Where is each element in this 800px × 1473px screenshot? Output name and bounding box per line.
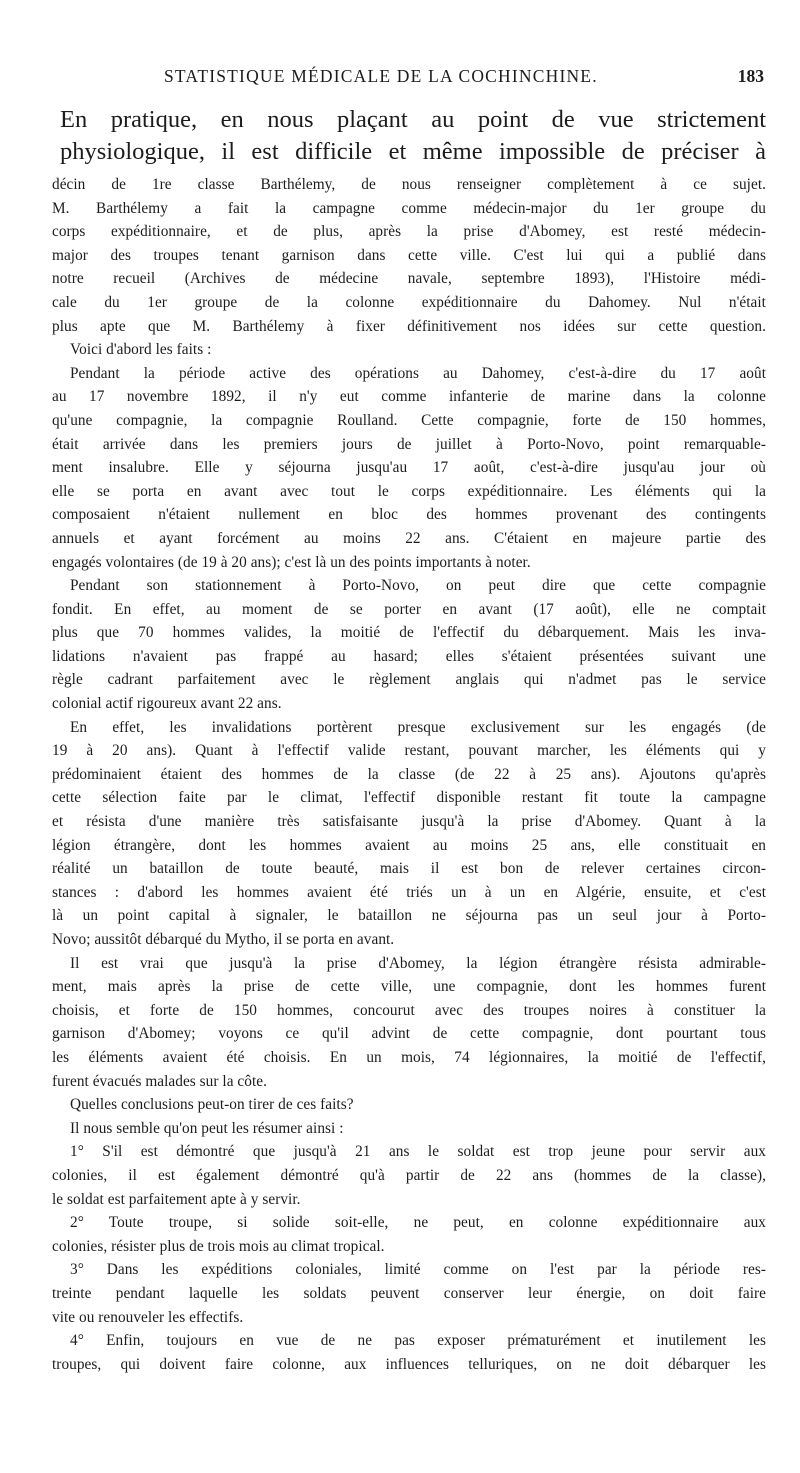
text-line: le soldat est parfaitement apte à y servir. (52, 1190, 301, 1208)
lead-line: physiologique, il est difficile et même impossible de préciser à (60, 138, 766, 165)
text-line: En effet, les invalidations portèrent presque exclusivement sur les engagés (de (70, 718, 766, 736)
text-line: cale du 1er groupe de la colonne expéditionnaire du Dahomey. Nul n'était (52, 293, 766, 311)
text-line: au 17 novembre 1892, il n'y eut comme infanterie de marine dans la colonne (52, 388, 766, 406)
text-line: Pendant son stationnement à Porto-Novo, on peut dire que cette compagnie (70, 577, 766, 595)
text-line: plus apte que M. Barthélemy à fixer définitivement nos idées sur cette question. (52, 317, 766, 335)
text-line: Il nous semble qu'on peut les résumer ainsi : (70, 1119, 344, 1137)
text-line: légion étrangère, dont les hommes avaient au moins 25 ans, elle constituait en (52, 836, 766, 854)
text-line: Pendant la période active des opérations au Dahomey, c'est-à-dire du 17 août (70, 364, 766, 382)
text-line: colonial actif rigoureux avant 22 ans. (52, 695, 282, 713)
lead-line: En pratique, en nous plaçant au point de vue strictement (60, 106, 766, 133)
text-line: 3° Dans les expéditions coloniales, limité comme on l'est par la période res- (70, 1261, 766, 1279)
text-line: 2° Toute troupe, si solide soit-elle, ne peut, en colonne expéditionnaire aux (70, 1214, 766, 1232)
text-line: engagés volontaires (de 19 à 20 ans); c'est là un des points importants à noter. (52, 553, 531, 571)
text-line: Voici d'abord les faits : (70, 341, 212, 359)
text-line: troupes, qui doivent faire colonne, aux influences telluriques, on ne doit débarquer les (52, 1355, 766, 1373)
text-line: plus que 70 hommes valides, la moitié de l'effectif du débarquement. Mais les inva- (52, 624, 766, 642)
text-line: les éléments avaient été choisis. En un mois, 74 légionnaires, la moitié de l'effectif, (52, 1048, 766, 1066)
text-line: furent évacués malades sur la côte. (52, 1072, 267, 1090)
text-line: ment, mais après la prise de cette ville, une compagnie, dont les hommes furent (52, 978, 766, 996)
text-line: prédominaient étaient des hommes de la classe (de 22 à 25 ans). Ajoutons qu'après (52, 765, 766, 783)
text-line: Il est vrai que jusqu'à la prise d'Abomey, la légion étrangère résista admirable- (70, 954, 766, 972)
text-line: et résista d'une manière très satisfaisante jusqu'à la prise d'Abomey. Quant à la (52, 813, 766, 831)
page-number: 183 (737, 66, 764, 86)
text-line: 19 à 20 ans). Quant à l'effectif valide restant, pouvant marcher, les éléments qui y (52, 742, 766, 760)
text-line: garnison d'Abomey; voyons ce qu'il advint de cette compagnie, dont pourtant tous (52, 1025, 766, 1043)
text-line: réalité un bataillon de toute beauté, mais il est bon de relever certaines circon- (52, 860, 766, 878)
text-line: décin de 1re classe Barthélemy, de nous renseigner complètement à ce sujet. (52, 176, 766, 193)
text-line: règle cadrant parfaitement avec le règlement anglais qui n'admet pas le service (52, 671, 766, 689)
text-line: M. Barthélemy a fait la campagne comme médecin-major du 1er groupe du (52, 199, 766, 217)
running-head (164, 66, 764, 96)
text-line: treinte pendant laquelle les soldats peuvent conserver leur énergie, on doit faire (52, 1284, 766, 1302)
text-line: colonies, résister plus de trois mois au climat tropical. (52, 1237, 385, 1255)
text-line: ment insalubre. Elle y séjourna jusqu'au 17 août, c'est-à-dire jusqu'au jour où (52, 459, 766, 477)
text-line: était arrivée dans les premiers jours de juillet à Porto-Novo, point remarquable- (52, 435, 766, 453)
text-line: major des troupes tenant garnison dans cette ville. C'est lui qui a publié dans (52, 246, 766, 264)
text-line: qu'une compagnie, la compagnie Roulland. Cette compagnie, forte de 150 hommes, (52, 411, 766, 429)
running-head-title: STATISTIQUE MÉDICALE DE LA COCHINCHINE. (164, 66, 598, 86)
text-line: lidations n'avaient pas frappé au hasard; elles s'étaient présentées suivant une (52, 647, 766, 665)
body-text (52, 173, 766, 1376)
text-line: annuels et ayant forcément au moins 22 ans. C'étaient en majeure partie des (52, 529, 766, 547)
text-line: corps expéditionnaire, et de plus, après la prise d'Abomey, est resté médecin- (52, 223, 766, 241)
text-line: Novo; aussitôt débarqué du Mytho, il se porta en avant. (52, 931, 395, 948)
text-line: vite ou renouveler les effectifs. (52, 1308, 244, 1326)
text-line: Quelles conclusions peut-on tirer de ces faits? (70, 1096, 354, 1114)
text-line: cette sélection faite par le climat, l'effectif disponible restant fit toute la campagne (52, 789, 766, 807)
text-line: choisis, et forte de 150 hommes, concourut avec des troupes noires à constituer la (52, 1001, 766, 1019)
text-line: composaient n'étaient nullement en bloc des hommes provenant des contingents (52, 506, 766, 524)
text-line: elle se porta en avant avec tout le corps expéditionnaire. Les éléments qui la (52, 482, 766, 500)
text-line: 4° Enfin, toujours en vue de ne pas exposer prématurément et inutilement les (70, 1332, 766, 1350)
text-line: colonies, il est également démontré qu'à partir de 22 ans (hommes de la classe), (52, 1166, 766, 1184)
text-line: notre recueil (Archives de médecine navale, septembre 1893), l'Histoire médi- (52, 270, 766, 288)
text-line: 1° S'il est démontré que jusqu'à 21 ans le soldat est trop jeune pour servir aux (70, 1143, 766, 1161)
text-line: stances : d'abord les hommes avaient été triés un à un en Algérie, ensuite, et c'est (52, 883, 766, 901)
text-line: là un point capital à signaler, le bataillon ne séjourna pas un seul jour à Porto- (52, 907, 766, 925)
text-line: fondit. En effet, au moment de se porter en avant (17 août), elle ne comptait (52, 600, 766, 618)
